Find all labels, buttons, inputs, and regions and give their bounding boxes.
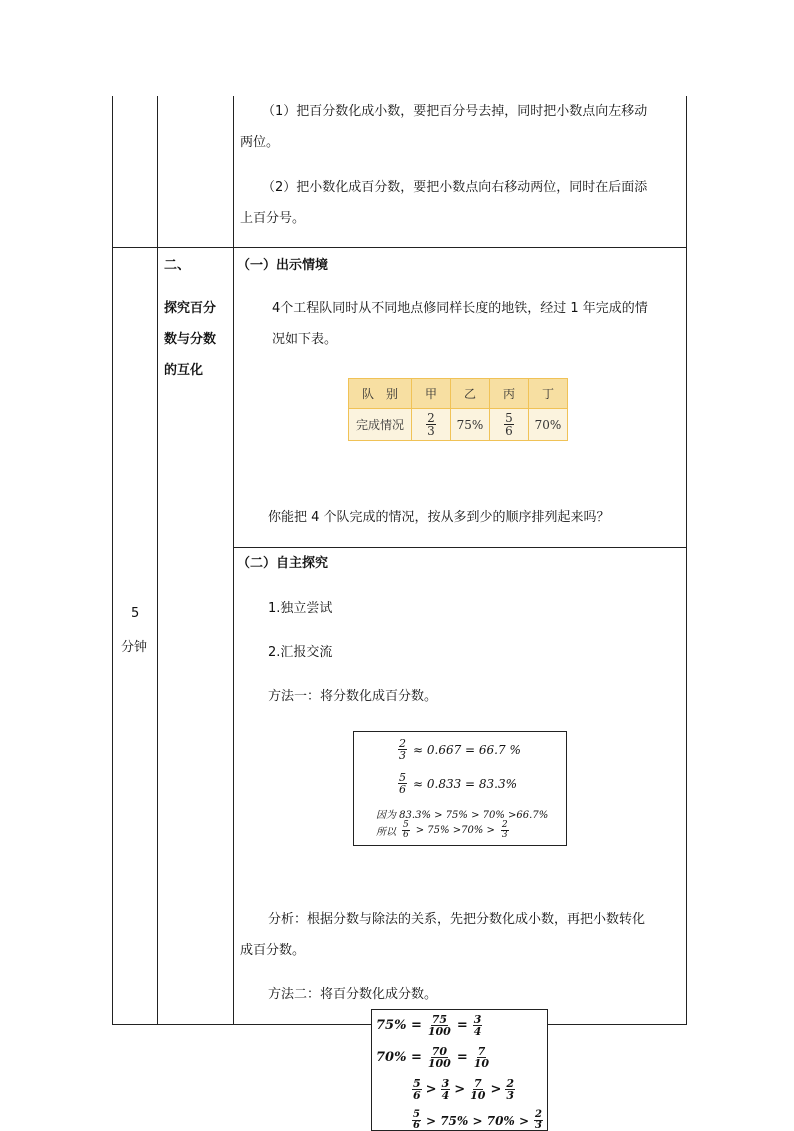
scenario-text-line-2: 况如下表。 xyxy=(272,332,338,347)
table-row-label: 完成情况 xyxy=(349,409,412,441)
work2-line-3: $\frac{5}{6}$ > $\frac{3}{4}$ > $\frac{7}{10}$ > $\frac{2}{3}$ xyxy=(413,1077,514,1102)
time-unit: 分钟 xyxy=(121,640,148,655)
method-two-work-box xyxy=(371,1009,548,1131)
fraction: $\frac{5}{6}$ xyxy=(403,820,409,840)
section-number: 二、 xyxy=(164,258,191,273)
table-header-ding: 丁 xyxy=(529,379,568,409)
rule-point-1: （1）把百分数化成小数，要把百分号去掉，同时把小数点向左移动 xyxy=(262,104,648,119)
rule-point-1-continued: 两位。 xyxy=(240,135,280,150)
section-title-line-2: 数与分数 xyxy=(164,332,217,347)
table-header-team: 队 别 xyxy=(349,379,412,409)
table-border-right xyxy=(686,96,687,1025)
analysis-line-1: 分析：根据分数与除法的关系，先把分数化成小数，再把小数转化 xyxy=(268,912,646,927)
rule-point-2-continued: 上百分号。 xyxy=(240,211,306,226)
step-independent-try: 1.独立尝试 xyxy=(268,601,333,616)
section-title-line-1: 探究百分 xyxy=(164,301,217,316)
work-line-2: $\frac{5}{6}$ ≈ 0.833 = 83.3% xyxy=(399,771,518,796)
fraction: $\frac{5}{6}$ xyxy=(413,1077,421,1102)
table-col-divider-1 xyxy=(157,96,158,1025)
fraction: $\frac{2}{3}$ xyxy=(535,1109,543,1131)
fraction: $\frac{75}{100}$ xyxy=(427,1013,451,1038)
table-col-divider-2 xyxy=(233,96,234,1025)
table-border-left xyxy=(112,96,113,1025)
fraction: $\frac{5}{6}$ xyxy=(505,411,513,438)
fraction: $\frac{3}{4}$ xyxy=(441,1077,450,1102)
work-line-3: 因为 83.3% > 75% > 70% >66.7% xyxy=(376,810,549,821)
table-cell-yi: 75% xyxy=(451,409,490,441)
fraction: $\frac{70}{100}$ xyxy=(427,1045,451,1070)
ordering-question: 你能把 4 个队完成的情况，按从多到少的顺序排列起来吗？ xyxy=(268,510,610,525)
part2-heading: （二）自主探究 xyxy=(237,556,329,571)
table-cell-ding: 70% xyxy=(529,409,568,441)
fraction: $\frac{5}{6}$ xyxy=(399,771,406,796)
table-row-divider-1 xyxy=(112,247,687,248)
rule-point-2: （2）把小数化成百分数，要把小数点向右移动两位，同时在后面添 xyxy=(262,180,648,195)
table-cell-bing xyxy=(490,409,529,441)
fraction: $\frac{7}{10}$ xyxy=(470,1077,486,1102)
fraction: $\frac{2}{3}$ xyxy=(506,1077,514,1102)
work-line-4: 所以 $\frac{5}{6}$ > 75% >70% > $\frac{2}{3}$ xyxy=(376,820,508,840)
fraction: $\frac{2}{3}$ xyxy=(399,737,406,762)
step-report-exchange: 2.汇报交流 xyxy=(268,645,333,660)
work2-line-1: 75% = $\frac{75}{100}$ = $\frac{3}{4}$ xyxy=(376,1013,482,1038)
fraction: $\frac{3}{4}$ xyxy=(473,1013,482,1038)
table-cell-jia xyxy=(412,409,451,441)
scenario-text-line-1: 4个工程队同时从不同地点修同样长度的地铁，经过 1 年完成的情 xyxy=(272,301,648,316)
table-subrow-divider xyxy=(233,547,687,548)
fraction: $\frac{7}{10}$ xyxy=(473,1045,490,1070)
method-two: 方法二：将百分数化成分数。 xyxy=(268,987,438,1002)
time-number: 5 xyxy=(131,606,140,621)
work2-line-4: $\frac{5}{6}$ > 75% > 70% > $\frac{2}{3}$ xyxy=(413,1109,543,1131)
table-header-jia: 甲 xyxy=(412,379,451,409)
fraction: $\frac{5}{6}$ xyxy=(413,1109,420,1131)
work2-line-2: 70% = $\frac{70}{100}$ = $\frac{7}{10}$ xyxy=(376,1045,490,1070)
fraction: $\frac{2}{3}$ xyxy=(427,411,435,438)
fraction: $\frac{2}{3}$ xyxy=(501,820,508,840)
method-one-work-box xyxy=(353,731,567,846)
table-header-yi: 乙 xyxy=(451,379,490,409)
part1-heading: （一）出示情境 xyxy=(237,258,329,273)
table-header-bing: 丙 xyxy=(490,379,529,409)
completion-table xyxy=(348,378,568,441)
analysis-line-2: 成百分数。 xyxy=(240,943,306,958)
work-line-1: $\frac{2}{3}$ ≈ 0.667 = 66.7 % xyxy=(399,737,521,762)
section-title-line-3: 的互化 xyxy=(164,363,204,378)
method-one: 方法一：将分数化成百分数。 xyxy=(268,689,438,704)
